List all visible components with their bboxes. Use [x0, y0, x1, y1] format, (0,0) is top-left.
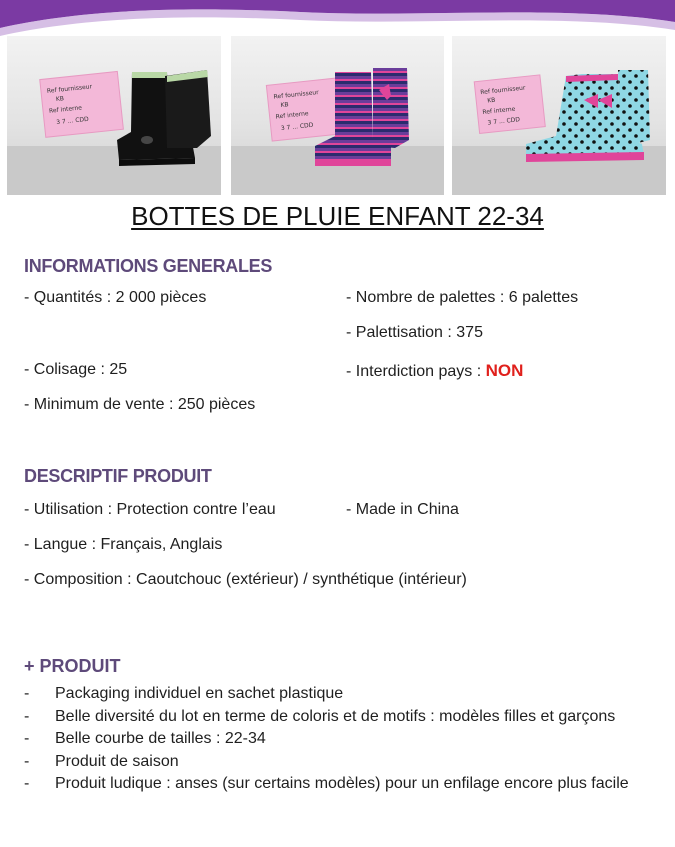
section-heading-plus-produit: + PRODUIT	[24, 656, 121, 676]
svg-text:3 7 ... CDD: 3 7 ... CDD	[487, 116, 521, 127]
list-item-text: Packaging individuel en sachet plastique	[55, 685, 344, 702]
polka-dot-boots-image	[452, 36, 666, 195]
palettisation-line: - Palettisation : 375	[346, 324, 483, 341]
list-item-text: Produit de saison	[55, 752, 179, 770]
list-item	[24, 751, 644, 774]
svg-text:Ref interne: Ref interne	[275, 110, 309, 121]
svg-text:3 7 ... CDD: 3 7 ... CDD	[55, 115, 90, 127]
minimum-vente-line: - Minimum de vente : 250 pièces	[24, 396, 256, 413]
interdiction-value: NON	[485, 361, 524, 380]
section-heading-descriptif: DESCRIPTIF PRODUIT	[24, 466, 212, 486]
langue-line: - Langue : Français, Anglais	[24, 536, 223, 553]
list-item	[24, 728, 644, 751]
svg-text:Ref fournisseur: Ref fournisseur	[273, 88, 319, 101]
striped-boots-image	[231, 36, 444, 195]
origine-line: - Made in China	[346, 501, 459, 518]
interdiction-label: - Interdiction pays :	[346, 363, 486, 380]
list-item-text: Belle diversité du lot en terme de coloris et de motifs : modèles filles et garçons	[55, 707, 616, 725]
svg-text:KB: KB	[280, 101, 289, 109]
utilisation-line: - Utilisation : Protection contre l’eau	[24, 501, 276, 518]
quantites-line: - Quantités : 2 000 pièces	[24, 289, 207, 306]
list-item-text: Belle courbe de tailles : 22-34	[55, 730, 266, 747]
list-item	[24, 706, 644, 729]
list-item	[24, 773, 644, 796]
palettes-line: - Nombre de palettes : 6 palettes	[346, 289, 579, 306]
document-title: BOTTES DE PLUIE ENFANT 22-34	[131, 201, 544, 231]
svg-text:3 7 ... CDD: 3 7 ... CDD	[280, 121, 314, 133]
reference-card	[40, 71, 124, 137]
svg-text:Ref fournisseur: Ref fournisseur	[46, 83, 93, 95]
svg-text:KB: KB	[55, 95, 65, 104]
plus-produit-list	[24, 683, 644, 796]
bullet-dash: -	[24, 752, 30, 770]
black-boots-image	[7, 36, 221, 195]
interdiction-line	[346, 361, 523, 381]
svg-text:Ref interne: Ref interne	[48, 104, 83, 115]
reference-card	[266, 78, 341, 141]
product-photo-polka-dot-boots	[452, 36, 666, 195]
colisage-line: - Colisage : 25	[24, 361, 128, 378]
bullet-dash: -	[24, 730, 30, 747]
product-photo-black-boots	[7, 36, 221, 195]
svg-text:Ref fournisseur: Ref fournisseur	[480, 84, 526, 97]
product-photo-striped-boots	[231, 36, 444, 195]
list-item	[24, 683, 644, 706]
list-item-text: Produit ludique : anses (sur certains modèles) pour un enfilage encore plus facile	[55, 775, 629, 792]
svg-text:Ref interne: Ref interne	[482, 105, 516, 117]
svg-text:KB: KB	[486, 96, 496, 105]
section-heading-informations: INFORMATIONS GENERALES	[24, 256, 273, 276]
composition-line: - Composition : Caoutchouc (extérieur) / synthétique (intérieur)	[24, 571, 467, 588]
reference-card	[474, 75, 545, 134]
bullet-dash: -	[24, 775, 30, 792]
bullet-dash: -	[24, 685, 30, 702]
bullet-dash: -	[24, 707, 30, 725]
